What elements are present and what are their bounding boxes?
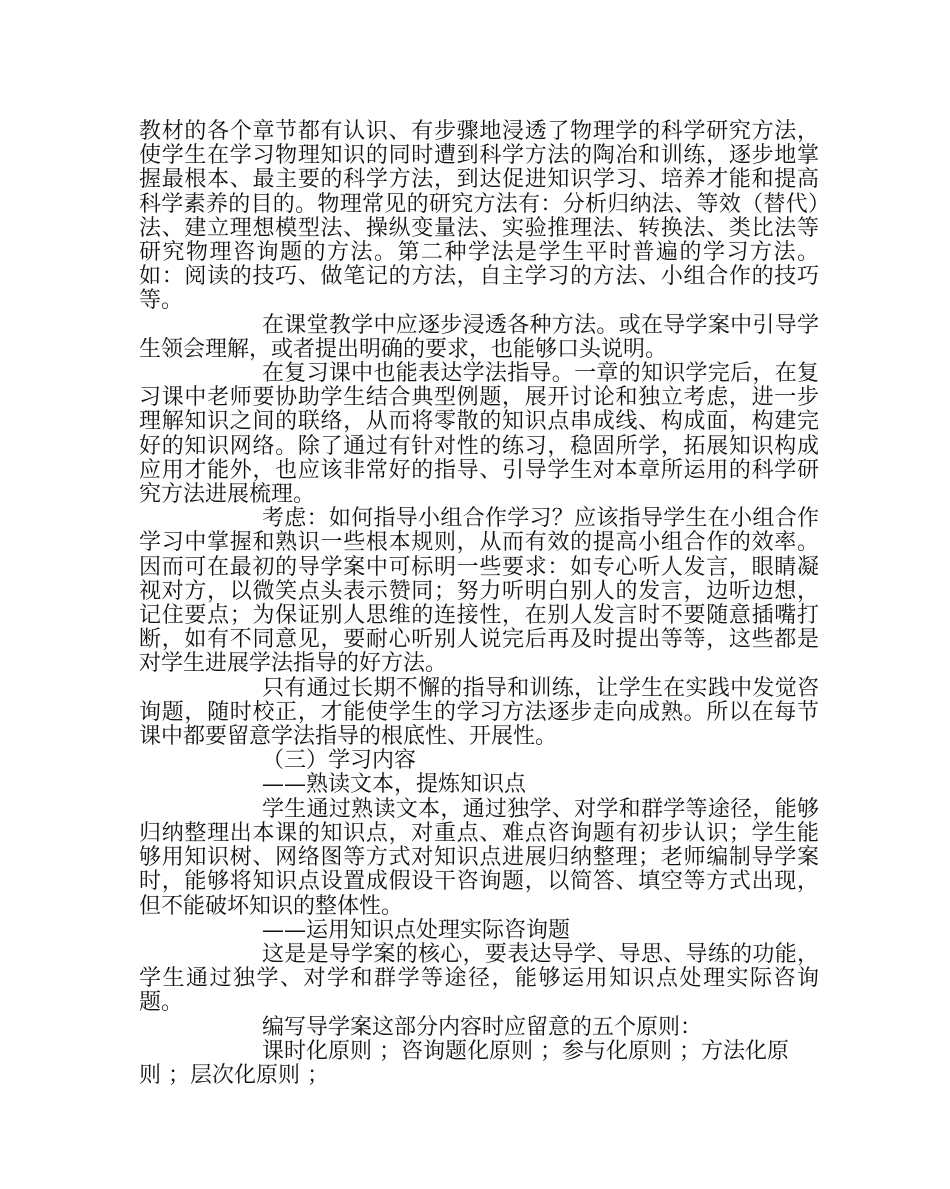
paragraph-group-cooperation: 考虑：如何指导小组合作学习？应该指导学生在小组合作学习中掌握和熟识一些根本规则，从而有效的提高小组合作的效率。因而可在最初的导学案中可标明一些要求：如专心听人发言，眼睛凝视对方，以微笑点头表示赞同；努力听明白别人的发言，边听边想，记住要点；为保证别人思维的连接性，在别人发言时不要随意插嘴打断，如有不同意见，要耐心听别人说完后再及时提出等等，这些都是对学生进展学法指导的好方法。 [139,506,819,677]
paragraph-long-term-guidance: 只有通过长期不懈的指导和训练，让学生在实践中发觉咨询题，随时校正，才能使学生的学习方法逐步走向成熟。所以在每节课中都要留意学法指导的根底性、开展性。 [139,675,819,750]
paragraph-five-principles-intro: 编写导学案这部分内容时应留意的五个原则： [262,1014,703,1040]
paragraph-knowledge-points: 学生通过熟读文本，通过独学、对学和群学等途径，能够归纳整理出本课的知识点，对重点、难点咨询题有初步认识；学生能够用知识树、网络图等方式对知识点进展归纳整理；老师编制导学案时，能够将知识点设置成假设干咨询题，以简答、填空等方式出现，但不能破坏知识的整体性。 [139,796,819,919]
paragraph-review-class: 在复习课中也能表达学法指导。一章的知识学完后，在复习课中老师要协助学生结合典型例题，展开讨论和独立考虑，进一步理解知识之间的联络，从而将零散的知识点串成线、构成面，构建完好的知识网络。除了通过有针对性的练习，稳固所学，拓展知识构成应用才能外，也应该非常好的指导、引导学生对本章所运用的科学研究方法进展梳理。 [139,361,819,508]
principles-list-line-1: 课时化原则 ；咨询题化原则 ；参与化原则 ；方法化原 [262,1038,789,1064]
subheading-apply-knowledge: ——运用知识点处理实际咨询题 [262,917,571,943]
paragraph-core-of-guide: 这是是导学案的核心，要表达导学、导思、导练的功能，学生通过独学、对学和群学等途径，能够运用知识点处理实际咨询题。 [139,941,819,1016]
paragraph-research-methods: 教材的各个章节都有认识、有步骤地浸透了物理学的科学研究方法，使学生在学习物理知识的同时遭到科学方法的陶冶和训练，逐步地掌握最根本、最主要的科学方法，到达促进知识学习、培养才能和提高科学素养的目的。物理常见的研究方法有：分析归纳法、等效（替代）法、建立理想模型法、操纵变量法、实验推理法、转换法、类比法等研究物理咨询题的方法。第二种学法是学生平时普遍的学习方法。如：阅读的技巧、做笔记的方法，自主学习的方法、小组合作的技巧等。 [139,119,819,314]
subheading-read-text: ——熟读文本，提炼知识点 [262,772,527,798]
section-heading-learning-content: （三）学习内容 [262,748,417,774]
paragraph-classroom-teaching: 在课堂教学中应逐步浸透各种方法。或在导学案中引导学生领会理解，或者提出明确的要求，也能够口头说明。 [139,312,819,362]
principles-list-line-2: 则 ；层次化原则 ； [139,1062,329,1088]
document-page [139,120,819,1088]
